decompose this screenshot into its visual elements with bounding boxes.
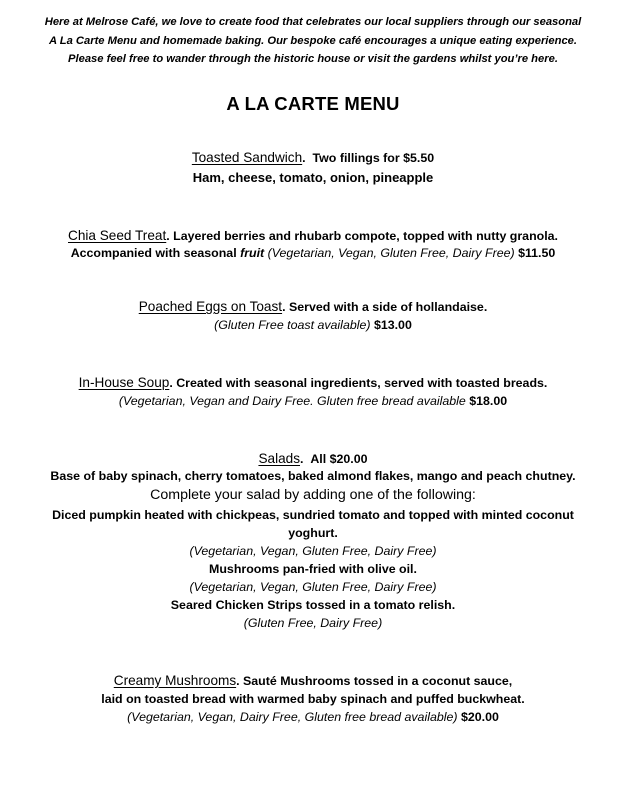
dish-name-sep: . bbox=[300, 452, 304, 466]
salads-heading bbox=[0, 450, 626, 468]
dish-name-sep: . bbox=[302, 151, 306, 165]
chia-details bbox=[0, 245, 626, 262]
diet-note: (Vegetarian, Vegan, Gluten Free, Dairy Free) bbox=[264, 246, 515, 260]
dish-name: Creamy Mushrooms bbox=[113, 673, 237, 688]
creamy-details bbox=[0, 709, 626, 726]
eggs-details bbox=[0, 317, 626, 334]
dish-name: Poached Eggs on Toast bbox=[138, 299, 283, 314]
menu-title: A LA CARTE MENU bbox=[226, 93, 400, 114]
price: $20.00 bbox=[457, 710, 499, 724]
dish-description: . Created with seasonal ingredients, served with toasted breads. bbox=[169, 376, 548, 390]
intro-line: A La Carte Menu and homemade baking. Our bespoke café encourages a unique eating experience. bbox=[48, 34, 578, 47]
diet-note: (Vegetarian, Vegan, Dairy Free, Gluten free bread available) bbox=[127, 710, 458, 724]
salads-base: Base of baby spinach, cherry tomatoes, baked almond flakes, mango and peach chutney. bbox=[50, 469, 576, 483]
dish-name: Toasted Sandwich bbox=[191, 150, 303, 165]
price: $18.00 bbox=[465, 394, 508, 408]
creamy-heading bbox=[0, 672, 626, 690]
salad-option-pumpkin-cont: yoghurt. bbox=[288, 526, 338, 540]
creamy-line2: laid on toasted bread with warmed baby spinach and puffed buckwheat. bbox=[101, 692, 525, 706]
diet-note: (Vegetarian, Vegan, Gluten Free, Dairy Free) bbox=[189, 580, 437, 594]
eggs-heading bbox=[0, 298, 626, 316]
diet-note: (Vegetarian, Vegan, Gluten Free, Dairy Free) bbox=[189, 544, 437, 558]
dish-description: . Served with a side of hollandaise. bbox=[282, 300, 488, 314]
dish-description: . Layered berries and rhubarb compote, topped with nutty granola. bbox=[166, 229, 558, 243]
dish-name: Salads bbox=[258, 451, 301, 466]
diet-note: (Gluten Free, Dairy Free) bbox=[243, 616, 383, 630]
chia-heading bbox=[0, 227, 626, 245]
salads-prompt: Complete your salad by adding one of the following: bbox=[150, 487, 476, 503]
dish-name: In-House Soup bbox=[78, 375, 170, 390]
diet-note: (Vegetarian, Vegan and Dairy Free. Gluten free bread available bbox=[118, 394, 466, 408]
chia-fruit: fruit bbox=[240, 246, 265, 260]
soup-heading bbox=[0, 374, 626, 392]
soup-details bbox=[0, 393, 626, 410]
diet-note: (Gluten Free toast available) bbox=[214, 318, 371, 332]
price: $11.50 bbox=[514, 246, 556, 260]
toasted-sandwich-heading bbox=[0, 149, 626, 167]
toasted-sandwich-fillings: Ham, cheese, tomato, onion, pineapple bbox=[192, 170, 434, 185]
chia-line2-prefix: Accompanied with seasonal bbox=[70, 246, 241, 260]
intro-line: Here at Melrose Café, we love to create food that celebrates our local suppliers through our seasonal bbox=[44, 16, 582, 28]
dish-description: . Sauté Mushrooms tossed in a coconut sauce, bbox=[236, 674, 513, 688]
price: All $20.00 bbox=[310, 452, 368, 466]
dish-description: Two fillings for $5.50 bbox=[312, 151, 435, 165]
salad-option-pumpkin: Diced pumpkin heated with chickpeas, sundried tomato and topped with minted coconut bbox=[52, 508, 574, 522]
intro-line: Please feel free to wander through the historic house or visit the gardens whilst you’re here. bbox=[68, 53, 558, 65]
salad-option-mushrooms: Mushrooms pan-fried with olive oil. bbox=[209, 562, 417, 576]
salad-option-chicken: Seared Chicken Strips tossed in a tomato relish. bbox=[170, 598, 456, 612]
price: $13.00 bbox=[370, 318, 412, 332]
dish-name: Chia Seed Treat bbox=[68, 228, 167, 243]
intro-paragraph bbox=[0, 13, 626, 69]
